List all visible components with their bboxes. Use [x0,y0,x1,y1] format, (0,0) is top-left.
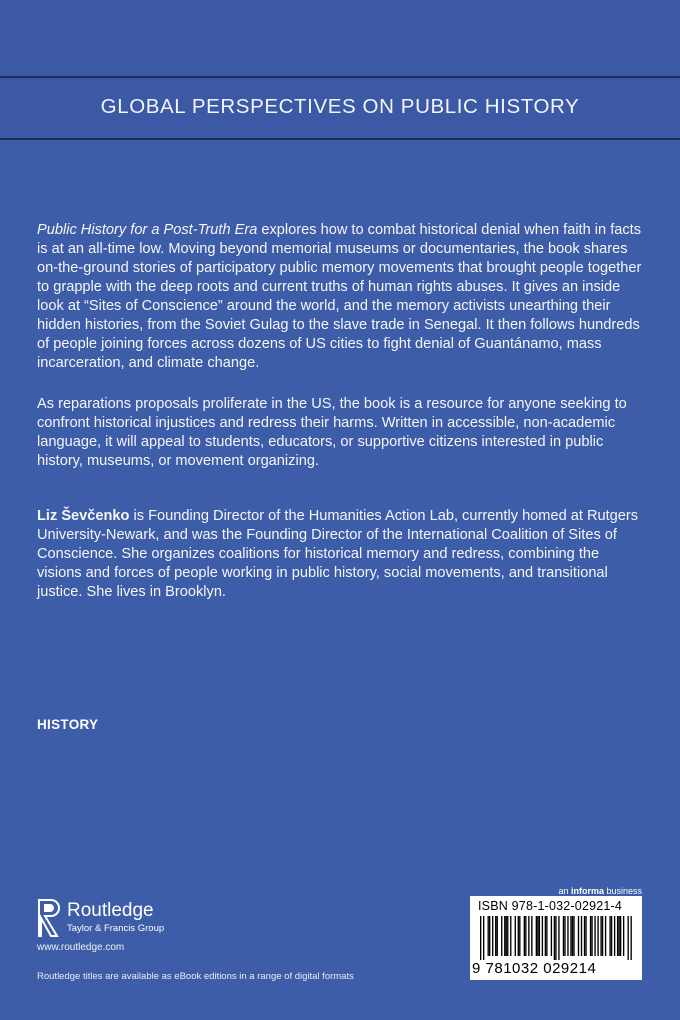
barcode-bar [495,916,496,956]
barcode-bar [555,916,556,960]
barcode-bar [623,916,624,956]
routledge-logo-icon [37,898,61,938]
barcode-bar [581,916,582,956]
barcode-bar [631,916,632,960]
barcode-bar [585,916,586,956]
barcode-bar [590,916,591,956]
publisher-logo [37,898,257,938]
barcode-bar [525,916,526,956]
publisher-name: Routledge [67,900,154,921]
barcode-bar [594,916,595,956]
barcode-bar [572,916,573,956]
barcode-bar [554,916,555,960]
barcode-bar [614,916,615,956]
barcode-bar [545,916,546,956]
barcode-bar [489,916,490,956]
barcode-box [470,896,642,980]
barcode-bar [602,916,603,956]
barcode-bar [501,916,502,956]
barcode-bar [483,916,484,960]
barcode-bar [539,916,540,956]
barcode-bar [537,916,538,956]
informa-brand: informa [570,886,604,896]
barcode-bars [480,916,632,960]
barcode-bar [600,916,601,956]
barcode-bar [524,916,525,956]
barcode-bar [578,916,579,956]
barcode-bar [536,916,537,956]
barcode-bar [488,916,489,956]
isbn-text: ISBN 978-1-032-02921-4 [478,899,623,913]
top-rule [0,76,680,78]
barcode-digits: 9 781032 029214 [472,960,597,977]
barcode-bar [510,916,511,956]
barcode-bar [620,916,621,956]
barcode-bar [627,916,628,960]
barcode-bar [597,916,598,956]
barcode-bar [618,916,619,956]
subject-category: HISTORY [37,717,99,732]
barcode-bar [519,916,520,956]
barcode-bar [507,916,508,956]
barcode-bar [480,916,481,960]
publisher-url[interactable]: www.routledge.com [37,942,125,953]
barcode-bar [515,916,516,956]
barcode-bar [531,916,532,956]
barcode-bar [492,916,493,956]
author-bio [37,507,647,602]
barcode-bar [504,916,505,956]
barcode-bar [567,916,568,956]
informa-suffix: business [603,886,642,896]
barcode-bar [497,916,498,956]
barcode-bar [609,916,610,956]
series-band [0,0,680,140]
barcode-bar [542,916,543,956]
description-paragraph-1 [37,221,647,373]
barcode-bar [605,916,606,956]
barcode-bar [546,916,547,956]
description-paragraph-2 [37,395,647,471]
description-text-2: As reparations proposals proliferate in the US, the book is a resource for anyone seeking to confront historical injustices and redress their harms. Written in accessible, non-academic language, it will appeal to students, educators, or supportive citizens interested in public history, museums, or movement organizing. [37,396,627,469]
barcode-bar [573,916,574,956]
barcode-bar [518,916,519,956]
barcode-bar [551,916,552,956]
barcode-bar [563,916,564,956]
description-text: explores how to combat historical denial when faith in facts is at an all-time low. Moving beyond memorial museums or documentaries, the book shares on-the-ground stories of participatory public memory movements that brought people together to grapple with the deep roots and current truths of human rights abuses. It gives an inside look at “Sites of Conscience” around the world, and the memory activists unearthing their hidden histories, from the Soviet Gulag to the slave trade in Senegal. It then follows hundreds of people joining forces across dozens of US cities to fight denial of Guantánamo, mass incarceration, and climate change. [37,222,642,371]
series-title: GLOBAL PERSPECTIVES ON PUBLIC HISTORY [100,95,580,118]
barcode-bar [584,916,585,956]
publisher-group: Taylor & Francis Group [67,923,165,934]
bottom-rule [0,138,680,140]
ebook-note: Routledge titles are available as eBook editions in a range of digital formats [37,971,354,982]
author-bio-text: is Founding Director of the Humanities Action Lab, currently homed at Rutgers University-Newark, and was the Founding Director of the International Coalition of Sites of Conscience. She organizes coalitions for historical memory and redress, combining the visions and forces of people working in public history, social movements, and transitional justice. She lives in Brooklyn. [37,508,639,600]
barcode-bar [564,916,565,956]
barcode-bar [611,916,612,956]
informa-prefix: an [558,886,571,896]
book-title: Public History for a Post-Truth Era [37,222,258,238]
barcode-bar [558,916,559,960]
author-name: Liz Ševčenko [37,508,130,524]
barcode-bar [506,916,507,956]
barcode-bar [570,916,571,956]
barcode-bar [617,916,618,956]
barcode-bar [528,916,529,956]
barcode-bar [591,916,592,956]
informa-business-label [558,886,642,896]
